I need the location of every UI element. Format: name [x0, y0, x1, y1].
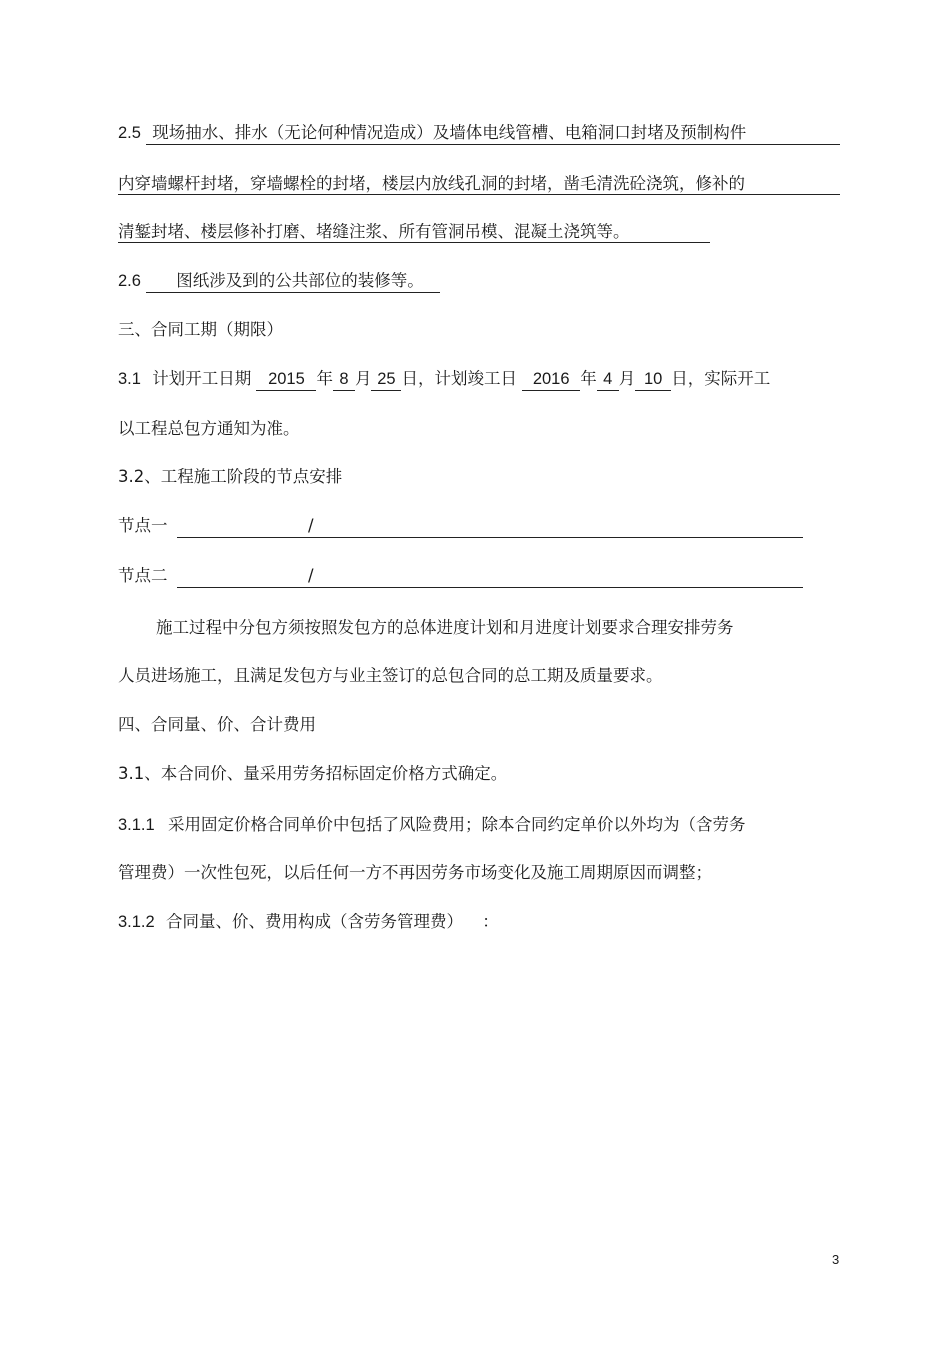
clause-3-1-1-line2: 管理费）一次性包死，以后任何一方不再因劳务市场变化及施工周期原因而调整； [118, 863, 712, 882]
clause-3-1-1-line1 [118, 814, 745, 836]
clause-3-2: 3.2、工程施工阶段的节点安排 [118, 467, 343, 486]
node-1 [118, 515, 168, 537]
month-unit: 月 [618, 369, 636, 388]
clause-3-1-2 [118, 911, 499, 933]
underline [118, 194, 840, 195]
clause-2-5-line2 [118, 173, 745, 195]
clause-text: 图纸涉及到的公共部位的装修等。 [176, 271, 424, 290]
end-day: 10 [635, 368, 671, 391]
clause-3-1-line2: 以工程总包方通知为准。 [118, 419, 300, 438]
start-day: 25 [371, 368, 401, 391]
page-number: 3 [832, 1252, 840, 1267]
start-year: 2015 [256, 368, 316, 391]
node-2-underline [177, 587, 803, 588]
node-2-value: / [308, 566, 314, 585]
end-year: 2016 [522, 368, 580, 391]
end-month: 4 [597, 368, 619, 391]
underline [146, 144, 840, 145]
year-unit: 年 [580, 369, 597, 388]
start-month: 8 [333, 368, 355, 391]
section-heading-4: 四、合同量、价、合计费用 [118, 715, 316, 734]
underline [146, 292, 440, 293]
node-2 [118, 565, 168, 587]
clause-text: 内穿墙螺杆封堵，穿墙螺栓的封堵，楼层内放线孔洞的封堵，凿毛清洗砼浇筑，修补的 [118, 174, 745, 193]
clause-number: 2.6 [118, 272, 141, 290]
clause-2-6 [118, 270, 424, 292]
clause-2-5-line3 [118, 221, 630, 243]
clause-text: 采用固定价格合同单价中包括了风险费用；除本合同约定单价以外均为（含劳务 [167, 815, 746, 834]
year-unit: 年 [316, 369, 333, 388]
clause-number: 3.1 [118, 370, 141, 388]
end-date-label: 计划竣工日 [434, 369, 517, 388]
node-label: 节点二 [118, 566, 168, 585]
clause-text: 现场抽水、排水（无论何种情况造成）及墙体电线管槽、电箱洞口封堵及预制构件 [152, 123, 747, 142]
clause-text: 清錾封堵、楼层修补打磨、堵缝注浆、所有管洞吊模、混凝土浇筑等。 [118, 222, 630, 241]
start-date-label: 计划开工日期 [152, 369, 252, 388]
clause-number: 3.1.2 [118, 913, 155, 931]
day-unit: 日， [401, 369, 435, 388]
clause-text: 日，实际开工 [671, 369, 771, 388]
node-1-value: / [308, 516, 314, 535]
node-1-underline [177, 537, 803, 538]
section-heading-3: 三、合同工期（期限） [118, 320, 283, 339]
clause-text: 合同量、价、费用构成（含劳务管理费） [165, 912, 463, 931]
colon: ： [482, 912, 499, 931]
node-label: 节点一 [118, 516, 168, 535]
clause-3-1-line1 [118, 368, 770, 391]
clause-number: 3.1.1 [118, 816, 155, 834]
paragraph-line2: 人员进场施工，且满足发包方与业主签订的总包合同的总工期及质量要求。 [118, 666, 663, 685]
clause-2-5-line1 [118, 122, 746, 144]
month-unit: 月 [354, 369, 372, 388]
clause-3-1b: 3.1、本合同价、量采用劳务招标固定价格方式确定。 [118, 764, 508, 783]
underline [118, 242, 710, 243]
paragraph-line1: 施工过程中分包方须按照发包方的总体进度计划和月进度计划要求合理安排劳务 [156, 618, 734, 637]
clause-number: 2.5 [118, 124, 141, 142]
